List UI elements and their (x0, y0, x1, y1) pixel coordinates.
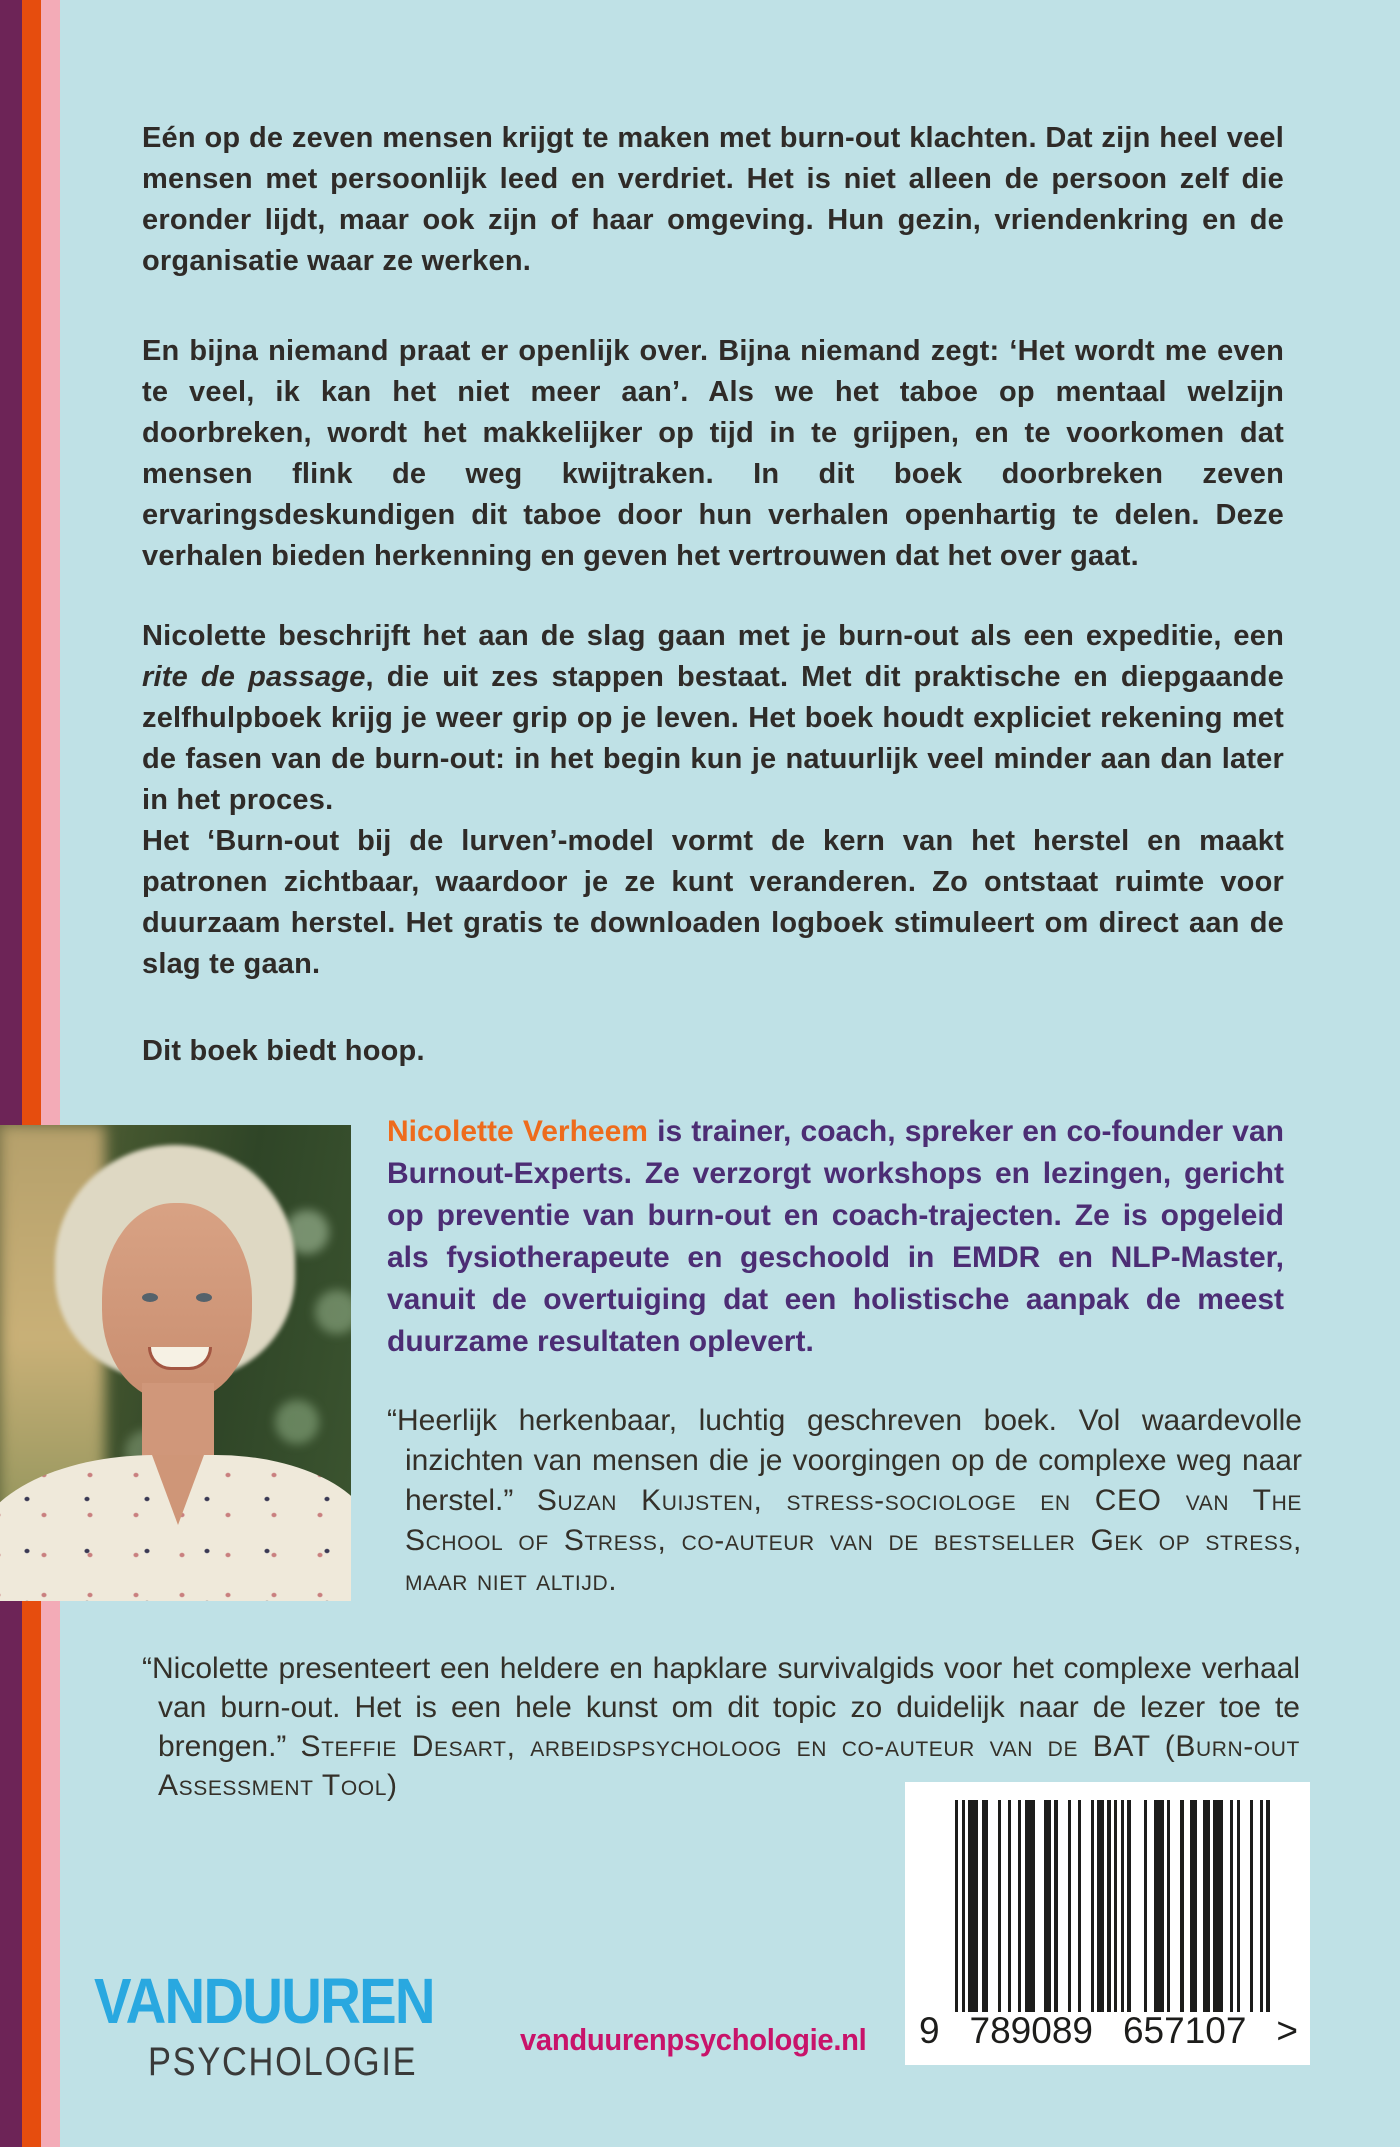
barcode (905, 1782, 1310, 2065)
quote-1-attribution: Suzan Kuijsten, stress-sociologe en CEO van The School of Stress, co-auteur van de bestseller Gek op stress, maar niet altijd. (405, 1484, 1302, 1597)
author-bio-text: is trainer, coach, spreker en co-founder van Burnout-Experts. Ze verzorgt workshops en lezingen, gericht op preventie van burn-out en coach-trajecten. Ze is opgeleid als fysiotherapeute en geschoold in EMDR en NLP-Master, vanuit de overtuiging dat een holistische aanpak de meest duurzame resultaten oplevert. (387, 1115, 1284, 1358)
barcode-digits (919, 2010, 1298, 2052)
blurb-paragraph-1 (142, 118, 1284, 282)
publisher-imprint: PSYCHOLOGIE (148, 2040, 418, 2084)
author-name: Nicolette Verheem (387, 1115, 648, 1148)
blurb-p3-pre: Nicolette beschrijft het aan de slag gaan met je burn-out als een expeditie, een (142, 620, 1284, 652)
quote-2-text: “Nicolette presenteert een heldere en hapklare survivalgids voor het complexe verhaal van burn-out. Het is een hele kunst om dit topic zo duidelijk naar de lezer toe te brengen.” (142, 1652, 1300, 1763)
barcode-digit-group1: 789089 (969, 2010, 1093, 2051)
photo-eye-left (142, 1293, 158, 1302)
barcode-bars (955, 1800, 1269, 2012)
barcode-arrow: > (1276, 2010, 1298, 2051)
quote-2-attribution: Steffie Desart, arbeidspsycholoog en co-auteur van de BAT (Burn-out Assessment Tool) (158, 1730, 1300, 1802)
barcode-digit-lead: 9 (919, 2010, 940, 2051)
hope-line (142, 1031, 1284, 1072)
blurb-p3-post: , die uit zes stappen bestaat. Met dit praktische en diepgaande zelfhulpboek krijg je weer grip op je leven. Het boek houdt expliciet rekening met de fasen van de burn-out: in het begin kun je natuurlijk veel minder aan dan later in het proces. (142, 661, 1285, 816)
publisher-name: VANDUUREN (94, 1965, 434, 2037)
barcode-digit-group2: 657107 (1122, 2010, 1247, 2051)
blurb-paragraph-1-text: Eén op de zeven mensen krijgt te maken met burn-out klachten. Dat zijn heel veel mensen met persoonlijk leed en verdriet. Het is niet alleen de persoon zelf die eronder lijdt, maar ook zijn of haar omgeving. Hun gezin, vriendenkring en de organisatie waar ze werken. (142, 122, 1284, 277)
blurb-paragraph-2 (142, 331, 1284, 577)
blurb-paragraph-2-text: En bijna niemand praat er openlijk over. Bijna niemand zegt: ‘Het wordt me even te veel, ik kan het niet meer aan’. Als we het taboe op mentaal welzijn doorbreken, wordt het makkelijker op tijd in te grijpen, en te voorkomen dat mensen flink de weg kwijtraken. In dit boek doorbreken zeven ervaringsdeskundigen dit taboe door hun verhalen openhartig te delen. Deze verhalen bieden herkenning en geven het vertrouwen dat het over gaat. (142, 335, 1284, 572)
author-photo (0, 1125, 351, 1601)
author-bio (387, 1111, 1284, 1363)
quote-1-text: “Heerlijk herkenbaar, luchtig geschreven boek. Vol waardevolle inzichten van mensen die je voorgingen op de complexe weg naar herstel.” (387, 1404, 1302, 1517)
edge-stripe-pink (41, 0, 60, 2147)
blurb-paragraph-3 (142, 616, 1284, 985)
photo-eye-right (196, 1293, 212, 1302)
publisher-logo (94, 1964, 480, 2085)
publisher-url: vanduurenpsychologie.nl (520, 2022, 867, 2057)
blurb-paragraph-3b-text: Het ‘Burn-out bij de lurven’-model vormt de kern van het herstel en maakt patronen zichtbaar, waardoor je ze kunt veranderen. Zo ontstaat ruimte voor duurzaam herstel. Het gratis te downloaden logboek stimuleert om direct aan de slag te gaan. (142, 825, 1284, 980)
blurb-p3-italic: rite de passage (142, 661, 366, 693)
photo-face (102, 1203, 252, 1401)
hope-line-text: Dit boek biedt hoop. (142, 1035, 425, 1067)
edge-stripe-purple (0, 0, 22, 2147)
quote-1 (387, 1401, 1302, 1601)
blurb-paragraph-3-text (142, 616, 1284, 821)
edge-stripe-orange (22, 0, 41, 2147)
